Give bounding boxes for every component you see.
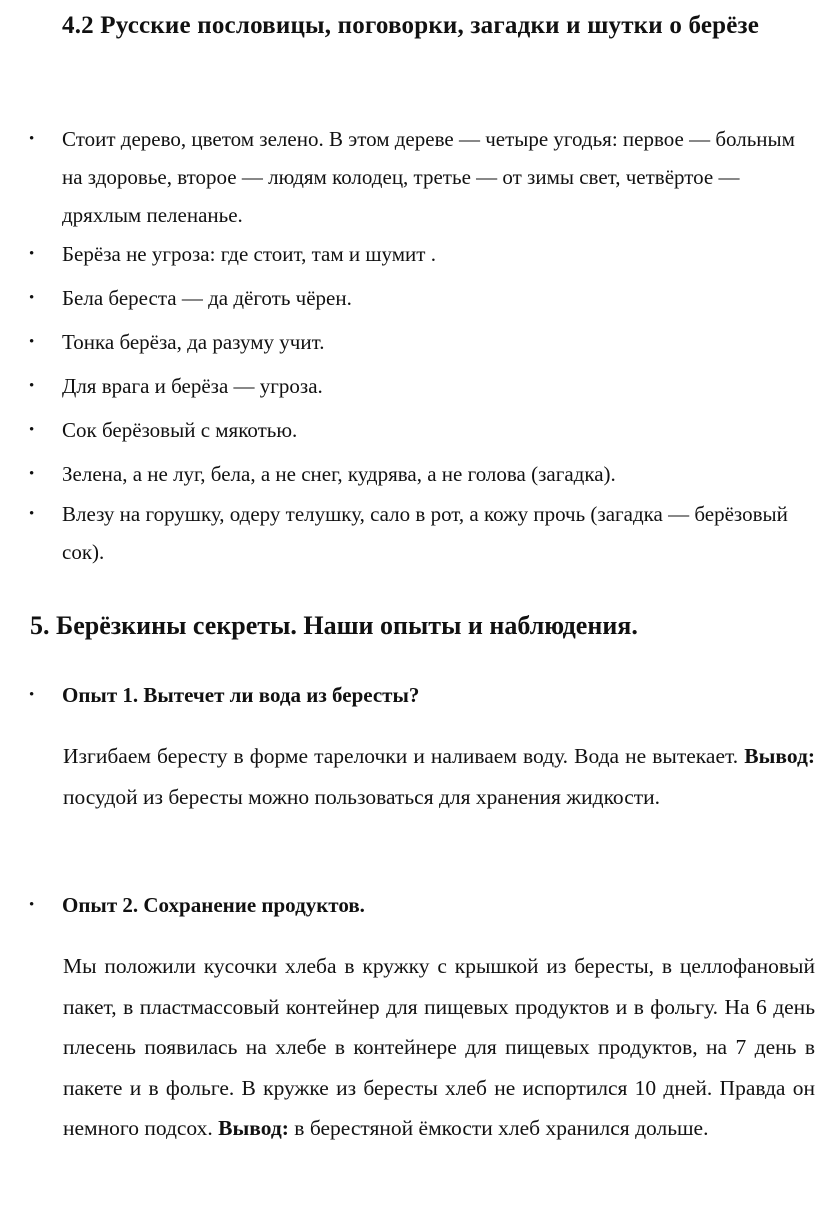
list-item-text: Сок берёзовый с мякотью. — [62, 418, 298, 442]
experiment-1-text — [63, 736, 815, 817]
bullet-icon: • — [29, 246, 35, 262]
experiment-1-conclusion-label: Вывод: — [744, 744, 815, 768]
bullet-icon: • — [29, 466, 35, 482]
list-item — [0, 120, 816, 235]
bullet-icon: • — [29, 897, 35, 913]
list-item-text: Бела береста — да дёготь чёрен. — [62, 286, 352, 310]
list-item — [0, 323, 816, 367]
experiment-1-title: Опыт 1. Вытечет ли вода из бересты? — [62, 683, 420, 707]
list-item — [0, 455, 816, 495]
list-item — [0, 235, 816, 279]
section-4-2-heading: 4.2 Русские пословицы, поговорки, загадки и шутки о берёзе — [62, 12, 760, 39]
list-item — [0, 495, 816, 575]
experiment-1-conclusion-text: посудой из бересты можно пользоваться для хранения жидкости. — [63, 784, 661, 809]
experiment-2-text — [63, 946, 815, 1149]
bullet-icon: • — [29, 378, 35, 394]
list-item-text: Берёза не угроза: где стоит, там и шумит . — [62, 242, 436, 266]
proverbs-list — [0, 120, 816, 575]
bullet-icon: • — [29, 334, 35, 350]
list-item-text: Тонка берёза, да разуму учит. — [62, 330, 325, 354]
list-item — [0, 367, 816, 411]
experiment-2-conclusion-text: в берестяной ёмкости хлеб хранился дольше. — [288, 1116, 709, 1140]
bullet-icon: • — [29, 687, 35, 703]
bullet-icon: • — [29, 422, 35, 438]
experiment-1-description: Изгибаем бересту в форме тарелочки и наливаем воду. Вода не вытекает. — [63, 744, 739, 768]
bullet-icon: • — [29, 131, 35, 147]
bullet-icon: • — [29, 290, 35, 306]
list-item — [0, 411, 816, 455]
list-item-text: Для врага и берёза — угроза. — [62, 374, 323, 398]
list-item-text: Зелена, а не луг, бела, а не снег, кудрява, а не голова (загадка). — [62, 462, 616, 486]
list-item-text: Влезу на горушку, одеру телушку, сало в рот, а кожу прочь (загадка — берёзовый сок). — [62, 502, 788, 564]
experiment-2-description: Мы положили кусочки хлеба в кружку с крышкой из бересты, в целлофановый пакет, в пластмассовый контейнер для пищевых продуктов и в фольгу. На 6 день плесень появилась на хлебе в контейнере для пищевых продуктов, на 7 день в пакете и в фольге. В кружке из бересты хлеб не испортился 10 дней. Правда он немного подсох. — [63, 954, 815, 1140]
bullet-icon: • — [29, 506, 35, 522]
experiment-2-title: Опыт 2. Сохранение продуктов. — [62, 893, 365, 917]
list-item-text: Стоит дерево, цветом зелено. В этом дереве — четыре угодья: первое — больным на здоровье, второе — людям колодец, третье — от зимы свет, четвёртое — дряхлым пеленанье. — [62, 127, 795, 227]
section-5-heading: 5. Берёзкины секреты. Наши опыты и наблюдения. — [30, 611, 638, 640]
list-item — [0, 279, 816, 323]
experiment-2-conclusion-label: Вывод: — [218, 1116, 289, 1140]
